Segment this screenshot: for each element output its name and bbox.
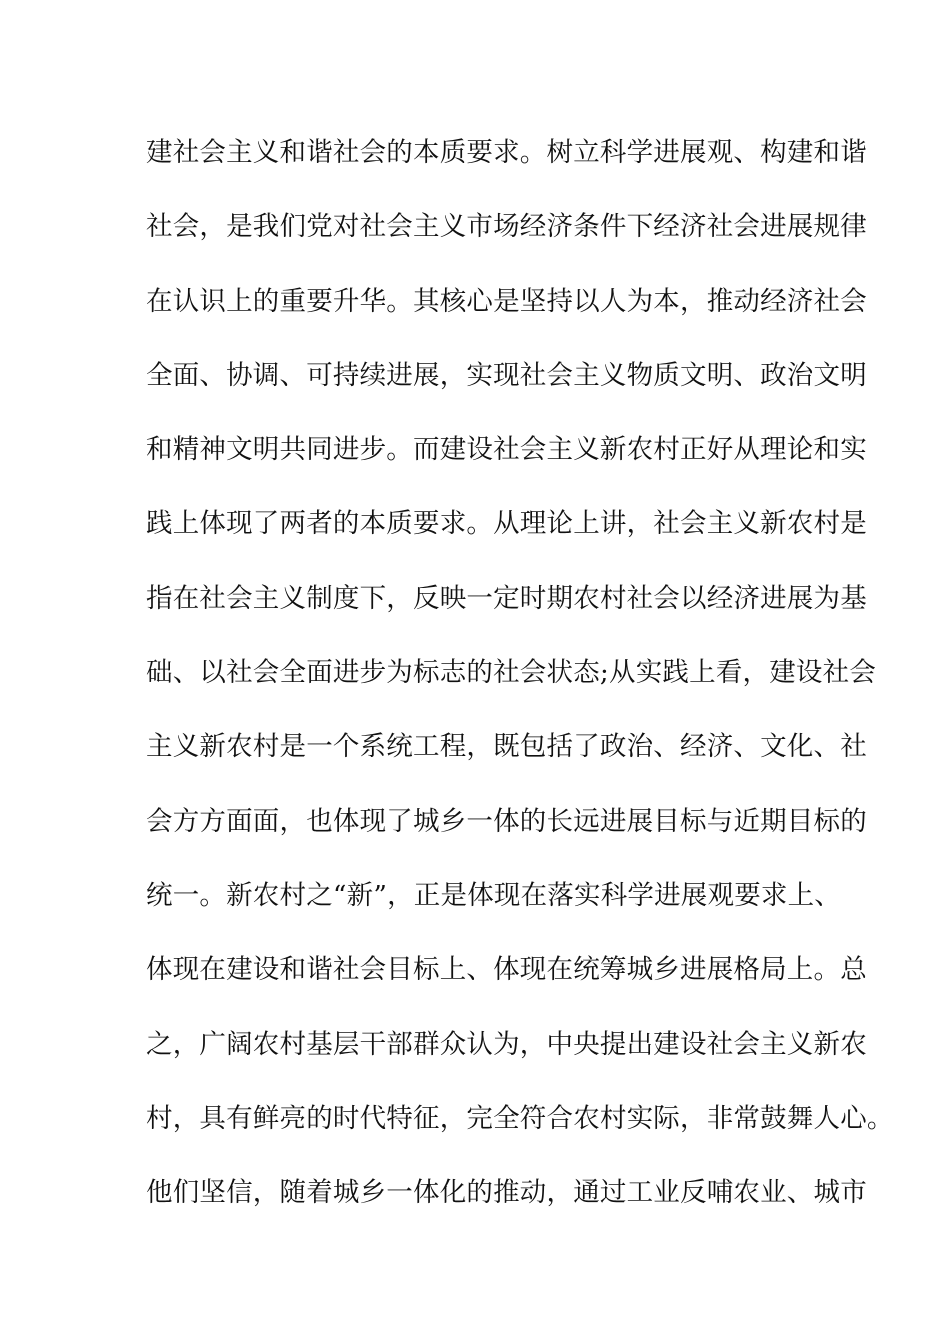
text-line: 他们坚信，随着城乡一体化的推动，通过工业反哺农业、城市: [146, 1177, 867, 1209]
text-line: 全面、协调、可持续进展，实现社会主义物质文明、政治文明: [146, 359, 867, 391]
text-line: 和精神文明共同进步。而建设社会主义新农村正好从理论和实: [146, 434, 867, 466]
text-line: 建社会主义和谐社会的本质要求。树立科学进展观、构建和谐: [146, 137, 867, 168]
text-line: 会方方面面，也体现了城乡一体的长远进展目标与近期目标的: [146, 805, 867, 837]
text-line: 主义新农村是一个系统工程，既包括了政治、经济、文化、社: [146, 731, 867, 763]
text-line: 践上体现了两者的本质要求。从理论上讲，社会主义新农村是: [146, 508, 867, 540]
text-line: 础、以社会全面进步为标志的社会状态;从实践上看，建设社会: [146, 657, 877, 689]
text-line: 在认识上的重要升华。其核心是坚持以人为本，推动经济社会: [146, 285, 867, 317]
text-line: 社会，是我们党对社会主义市场经济条件下经济社会进展规律: [146, 211, 867, 243]
text-line: 之，广阔农村基层干部群众认为，中央提出建设社会主义新农: [146, 1028, 867, 1060]
text-line: 村，具有鲜亮的时代特征，完全符合农村实际，非常鼓舞人心。: [146, 1102, 894, 1134]
text-line: 体现在建设和谐社会目标上、体现在统筹城乡进展格局上。总: [146, 954, 867, 986]
text-line: 统一。新农村之“新”，正是体现在落实科学进展观要求上、: [146, 879, 841, 911]
body-text: [146, 133, 894, 1247]
text-line: 指在社会主义制度下，反映一定时期农村社会以经济进展为基: [146, 582, 867, 614]
